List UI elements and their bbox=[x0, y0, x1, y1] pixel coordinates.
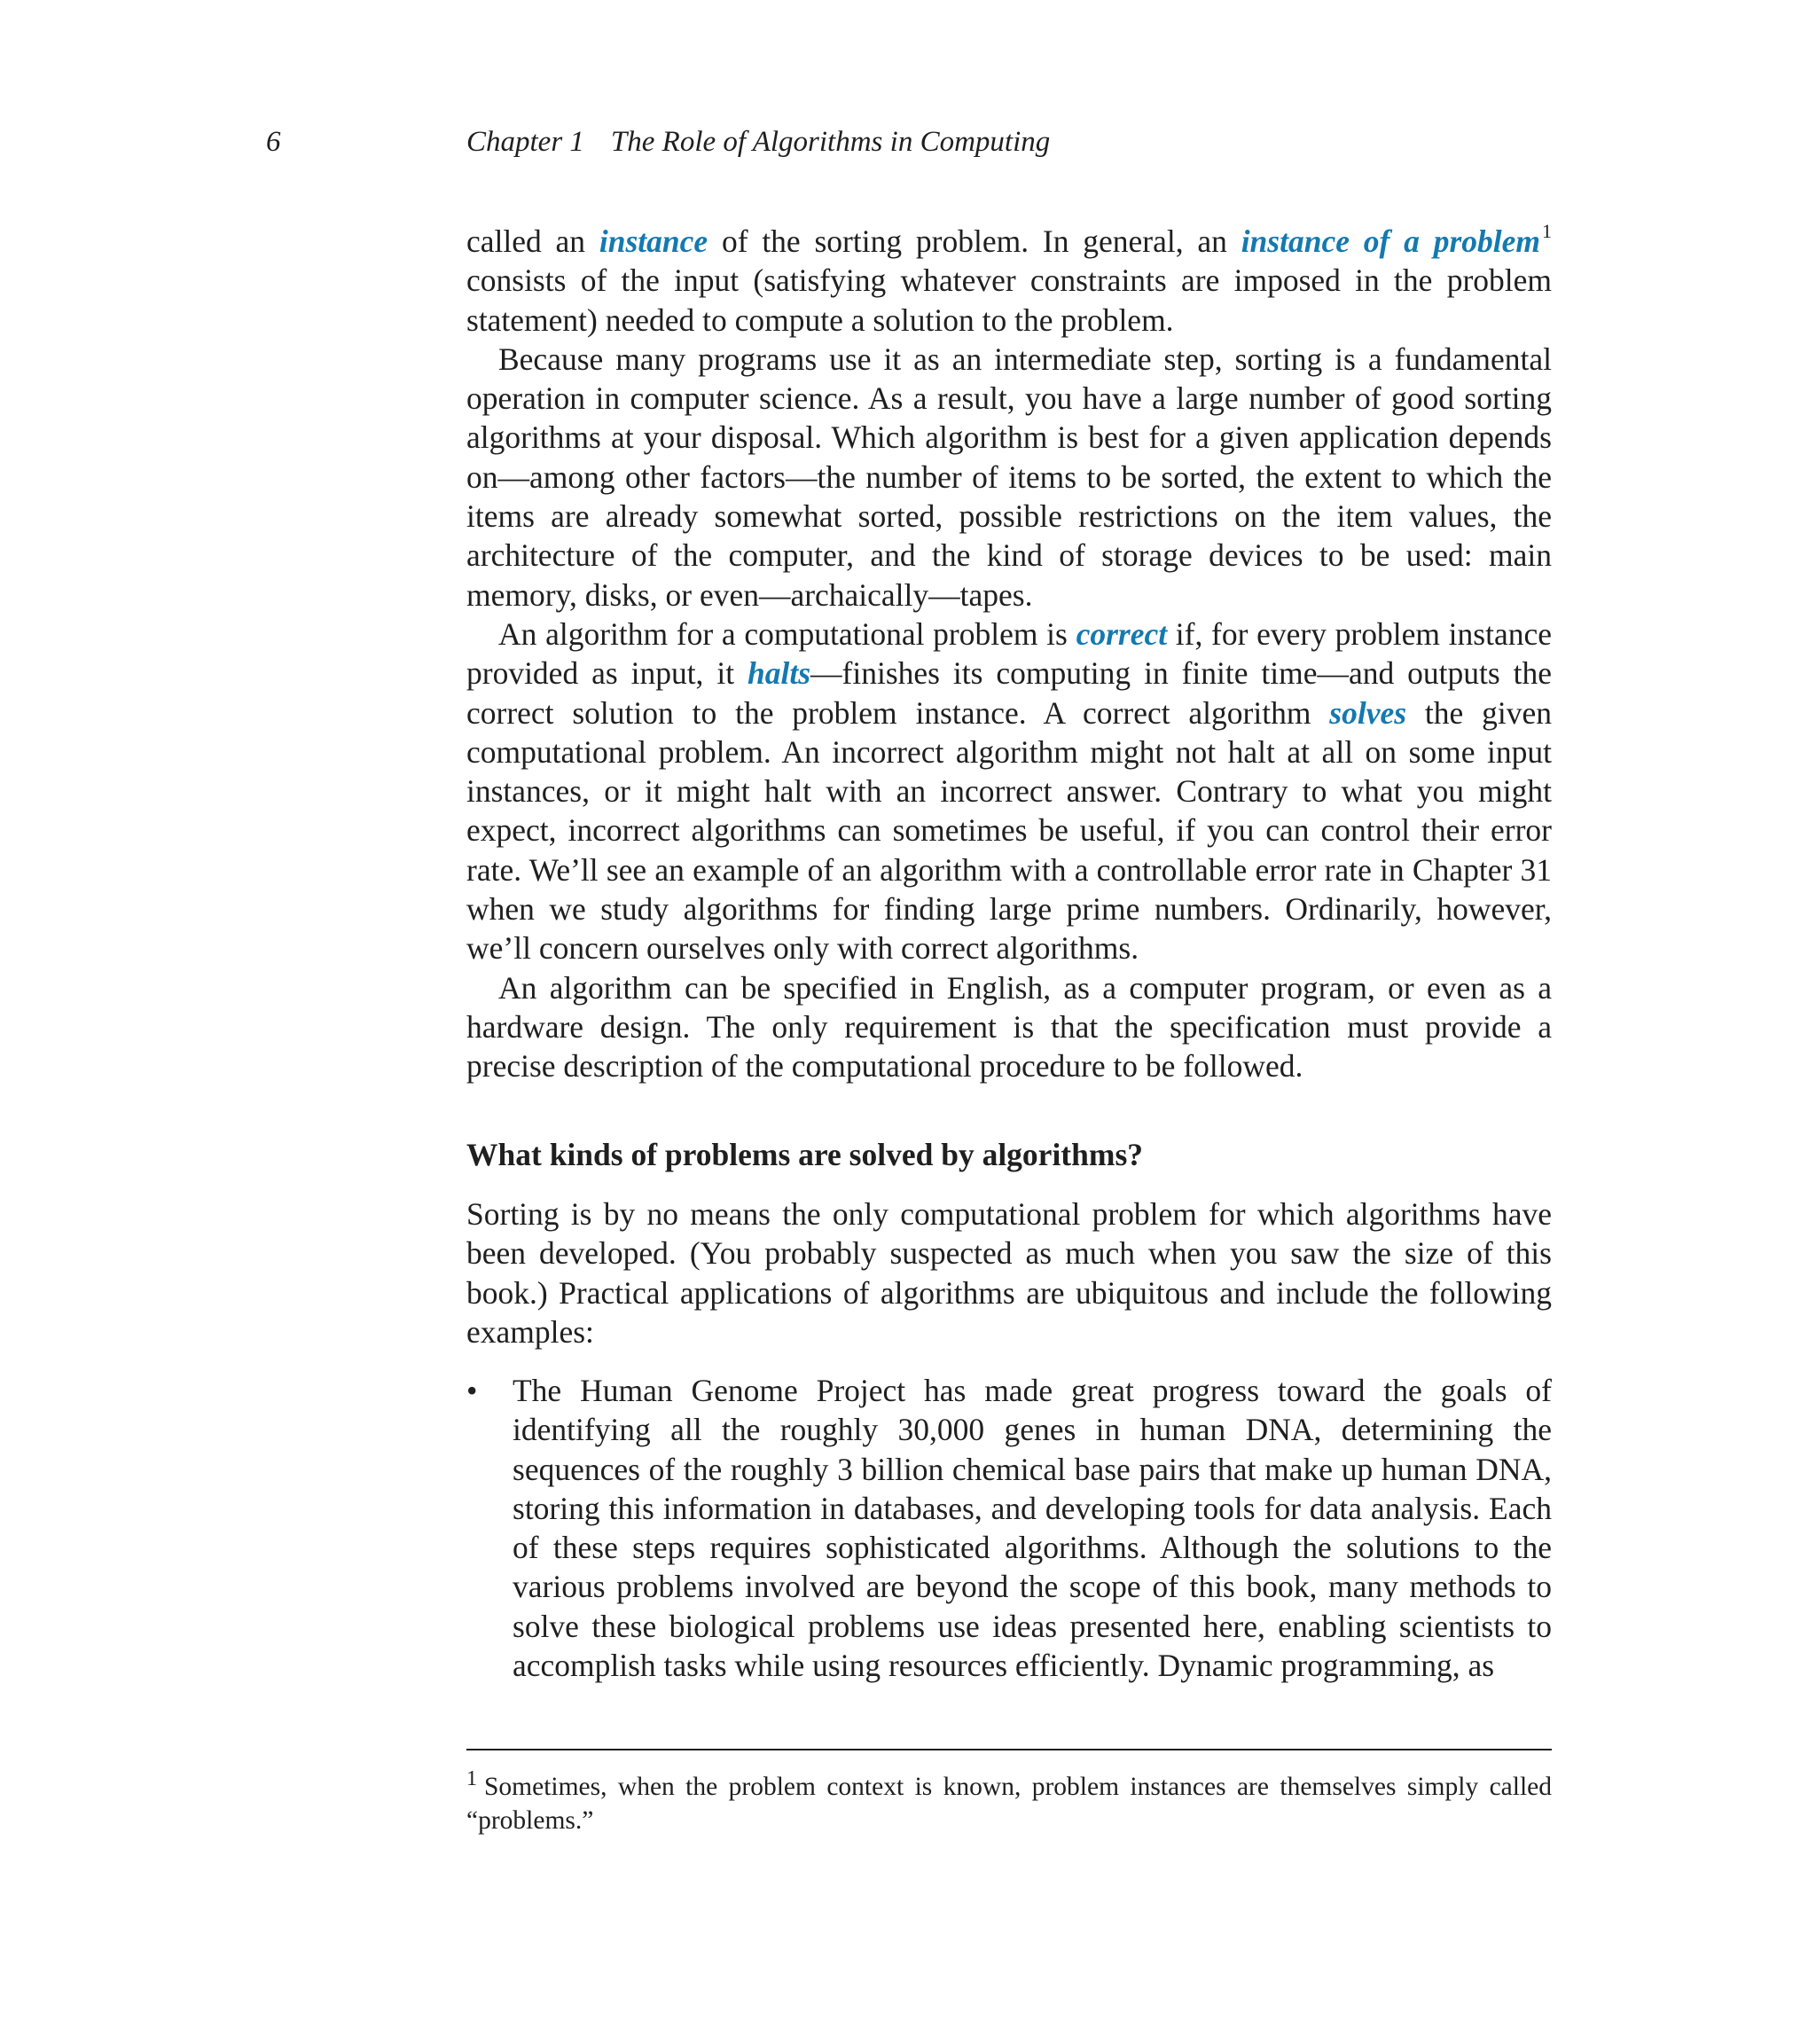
term-instance: instance bbox=[599, 223, 708, 259]
paragraph-specification: An algorithm can be specified in English, as a computer program, or even as a hardware design. The only requirement is that the specification must provide a precise description of the computational procedure to be followed. bbox=[466, 969, 1552, 1085]
paragraph-instance bbox=[466, 222, 1552, 340]
text-run: of the sorting problem. In general, an bbox=[708, 223, 1241, 259]
list-item bbox=[466, 1371, 1552, 1685]
footnote-reference[interactable]: 1 bbox=[1542, 220, 1552, 243]
term-solves: solves bbox=[1329, 694, 1407, 731]
footnote-divider bbox=[466, 1749, 1552, 1750]
paragraph-sorting: Because many programs use it as an intermediate step, sorting is a fundamental operation in computer science. As a result, you have a large number of good sorting algorithms at your disposal. Which algorithm is best for a given application depends on—among other factors—the number of items to be sorted, the extent to which the items are already somewhat sorted, possible restrictions on the item values, the architecture of the computer, and the kind of storage devices to be used: main memory, disks, or even—archaically—tapes. bbox=[466, 341, 1552, 613]
paragraph-applications: Sorting is by no means the only computational problem for which algorithms have been developed. (You probably suspected as much when you saw the size of this book.) Practical applications of algorithms are ubiquitous and include the following examples: bbox=[466, 1196, 1552, 1350]
text-run: —finishes its computing in finite time—and outputs the correct solution to the problem instance. A correct algorithm bbox=[466, 655, 1553, 731]
examples-list bbox=[466, 1371, 1552, 1685]
text-run: An algorithm for a computational problem is bbox=[498, 615, 1076, 652]
text-run: if, for every problem instance provided as input, it bbox=[466, 615, 1552, 692]
term-instance-of-a-problem: instance of a problem bbox=[1241, 223, 1540, 259]
footnote-number: 1 bbox=[466, 1767, 477, 1791]
paragraph-correctness bbox=[466, 615, 1552, 968]
list-item-text: The Human Genome Project has made great progress toward the goals of identifying all the roughly 30,000 genes in human DNA, determining the sequences of the roughly 3 billion chemical base pairs that make up human DNA, storing this information in databases, and developing tools for data analysis. Each of these steps requires sophisticated algorithms. Although the solutions to the various problems involved are beyond the scope of this book, many methods to solve these biological problems use ideas presented here, enabling scientists to accomplish tasks while using resources efficiently. Dynamic programming, as bbox=[513, 1373, 1552, 1684]
text-run: consists of the input (satisfying whatever constraints are imposed in the problem statement) needed to compute a solution to the problem. bbox=[466, 262, 1552, 338]
footnote-text: Sometimes, when the problem context is known, problem instances are themselves simply called “problems.” bbox=[466, 1773, 1552, 1835]
body-text bbox=[466, 222, 1552, 1086]
footnote bbox=[466, 1767, 1552, 1837]
term-halts: halts bbox=[747, 655, 811, 692]
chapter-title: The Role of Algorithms in Computing bbox=[610, 126, 1051, 158]
section-heading: What kinds of problems are solved by algorithms? bbox=[466, 1137, 1144, 1172]
section-intro bbox=[466, 1194, 1552, 1351]
bullet-icon: • bbox=[466, 1373, 478, 1408]
running-head bbox=[466, 124, 1050, 160]
text-run: called an bbox=[466, 223, 599, 259]
page-number: 6 bbox=[266, 126, 281, 158]
chapter-label: Chapter 1 bbox=[466, 126, 584, 158]
text-run: the given computational problem. An incorrect algorithm might not halt at all on some input instances, or it might halt with an incorrect answer. Contrary to what you might expect, incorrect algorithms can sometimes be useful, if you can control their error rate. We’ll see an example of an algorithm with a controllable error rate in Chapter 31 when we study algorithms for finding large prime numbers. Ordinarily, however, we’ll concern ourselves only with correct algorithms. bbox=[466, 694, 1552, 967]
term-correct: correct bbox=[1076, 615, 1168, 652]
